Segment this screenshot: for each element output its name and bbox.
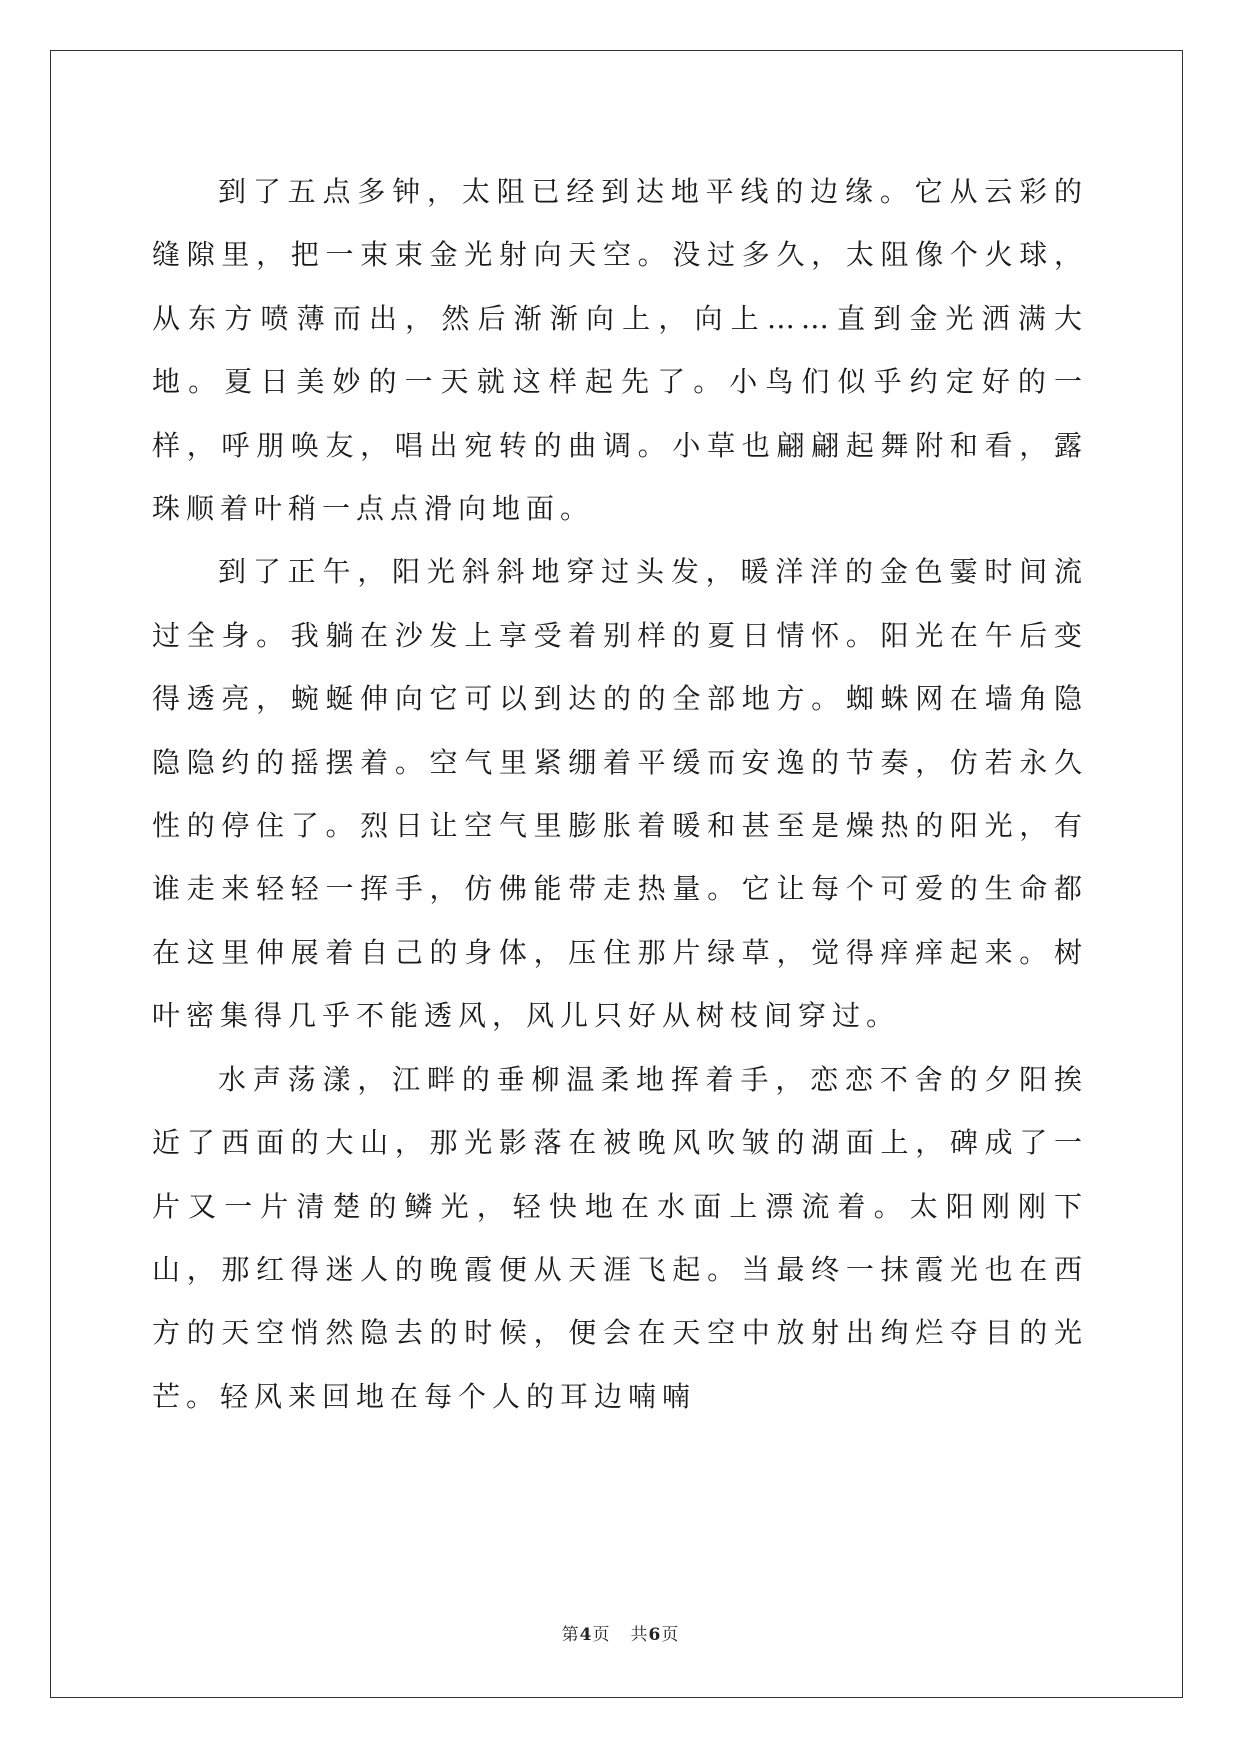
page-suffix: 页 — [592, 1625, 611, 1645]
page-prefix: 第 — [561, 1625, 580, 1645]
document-body — [152, 160, 1088, 1428]
paragraph-morning: 到了五点多钟，太阻已经到达地平线的边缘。它从云彩的缝隙里，把一束束金光射向天空。没过多久，太阻像个火球，从东方喷薄而出，然后渐渐向上，向上……直到金光洒满大地。夏日美妙的一天就这样起先了。小鸟们似乎约定好的一样，呼朋唤友，唱出宛转的曲调。小草也翩翩起舞附和看，露珠顺着叶稍一点点滑向地面。 — [152, 175, 1088, 526]
paragraph-evening: 水声荡漾，江畔的垂柳温柔地挥着手，恋恋不舍的夕阳挨近了西面的大山，那光影落在被晚风吹皱的湖面上，碑成了一片又一片清楚的鳞光，轻快地在水面上漂流着。太阳刚刚下山，那红得迷人的晚霞便从天涯飞起。当最终一抹霞光也在西方的天空悄然隐去的时候，便会在天空中放射出绚烂夺目的光芒。轻风来回地在每个人的耳边喃喃 — [152, 1062, 1088, 1413]
total-pages: 6 — [648, 1625, 662, 1645]
page-number: 4 — [579, 1625, 593, 1645]
page-footer — [0, 1620, 1241, 1645]
paragraph-noon: 到了正午，阳光斜斜地穿过头发，暖洋洋的金色霎时间流过全身。我躺在沙发上享受着别样的夏日情怀。阳光在午后变得透亮，蜿蜒伸向它可以到达的的全部地方。蜘蛛网在墙角隐隐隐约的摇摆着。空气里紧绷着平缓而安逸的节奏，仿若永久性的停住了。烈日让空气里膨胀着暖和甚至是燥热的阳光，有谁走来轻轻一挥手，仿佛能带走热量。它让每个可爱的生命都在这里伸展着自己的身体，压住那片绿草，觉得痒痒起来。树叶密集得几乎不能透风，风儿只好从树枝间穿过。 — [152, 555, 1088, 1033]
total-prefix: 共 — [630, 1625, 649, 1645]
total-suffix: 页 — [661, 1625, 680, 1645]
